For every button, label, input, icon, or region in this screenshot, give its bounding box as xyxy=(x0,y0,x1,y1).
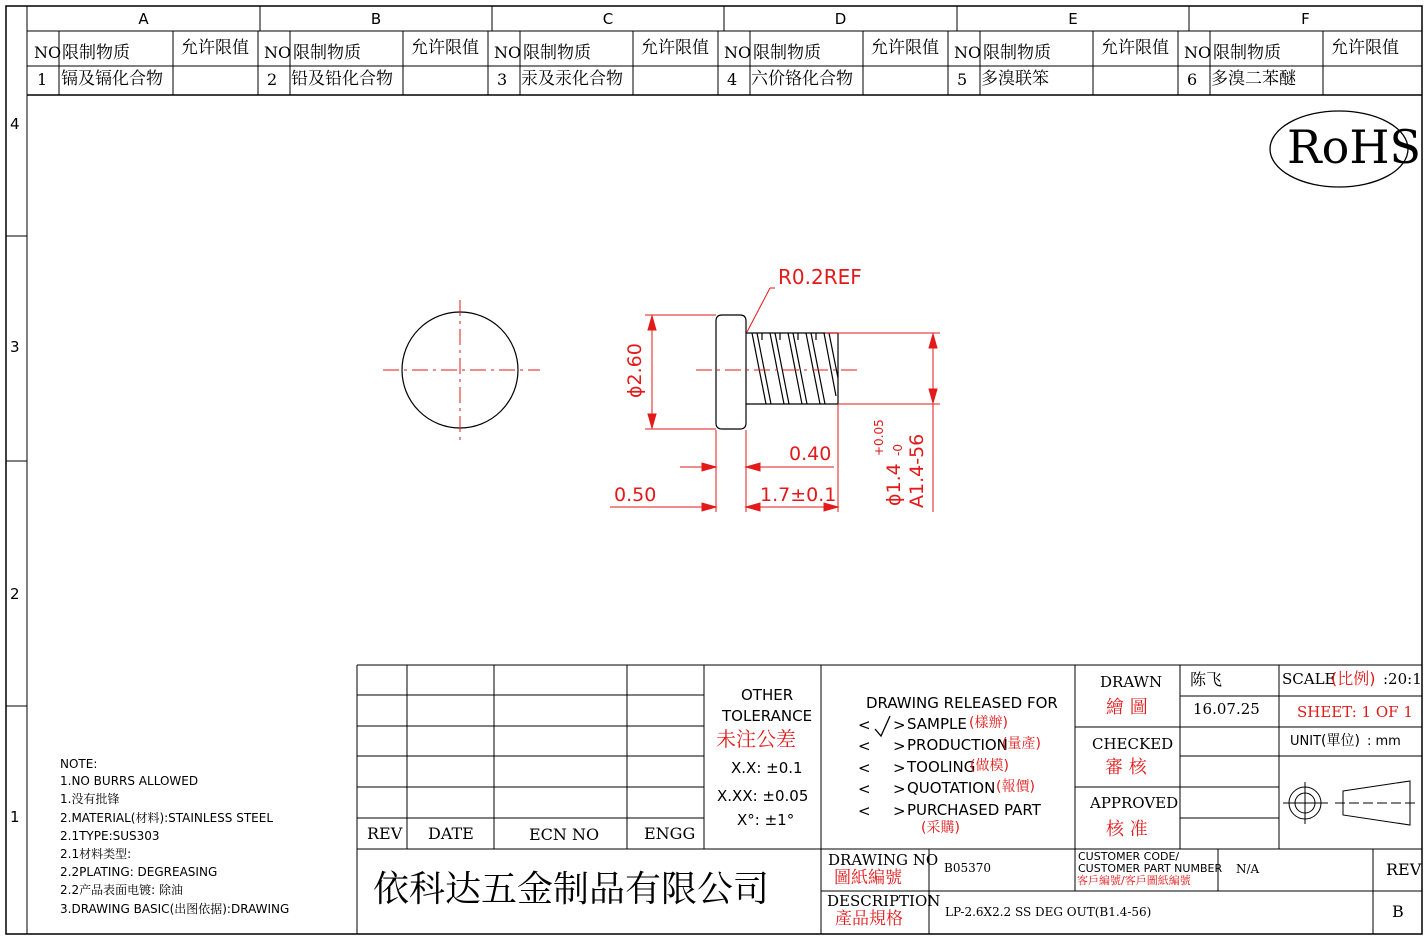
zone-col-f: F xyxy=(1301,10,1310,28)
note-line: 2.1材料类型: xyxy=(60,847,132,861)
zone-col-c: C xyxy=(602,10,614,28)
release-title: DRAWING RELEASED FOR xyxy=(866,694,1058,712)
dim-thread-tol-upper: +0.05 xyxy=(872,419,886,456)
zone-row-2: 2 xyxy=(10,585,20,603)
substance-no: 5 xyxy=(957,70,968,89)
substance-no: 4 xyxy=(727,70,738,89)
dim-gap: 0.40 xyxy=(789,443,832,465)
release-label: QUOTATION xyxy=(907,779,996,797)
drawing-no-value: B05370 xyxy=(944,861,991,875)
projection-symbol xyxy=(1283,781,1418,825)
release-bracket-right: > xyxy=(893,780,906,798)
substance-no: 6 xyxy=(1187,70,1198,89)
release-bracket-right: > xyxy=(893,759,906,777)
drawn-label-cn: 繪 圖 xyxy=(1106,697,1148,718)
note-line: 1.没有批锋 xyxy=(60,792,120,806)
tolerance-xxx: X.XX: ±0.05 xyxy=(717,787,809,805)
release-bracket-right: > xyxy=(893,716,906,734)
release-label: PURCHASED PART xyxy=(907,801,1041,819)
rev-value: B xyxy=(1392,902,1404,921)
note-line: 3.DRAWING BASIC(出图依据):DRAWING xyxy=(60,902,290,916)
sheet-field: SHEET: 1 OF 1 xyxy=(1297,703,1413,721)
ecn-header: ECN NO xyxy=(529,825,600,844)
dim-radius: R0.2REF xyxy=(778,265,862,289)
end-view xyxy=(383,300,540,440)
substance-name: 铅及铅化合物 xyxy=(291,69,393,89)
scale-label-cn: (比例) xyxy=(1331,669,1376,688)
tolerance-title-cn: 未注公差 xyxy=(716,727,796,751)
substance-no: 3 xyxy=(497,70,508,89)
substance-no: 2 xyxy=(267,70,278,89)
note-line: 2.MATERIAL(材料):STAINLESS STEEL xyxy=(60,811,274,825)
header-limit: 允许限值 xyxy=(411,38,479,58)
header-no: NO xyxy=(264,43,292,62)
header-no: NO xyxy=(494,43,522,62)
release-bracket-left: < xyxy=(858,716,871,734)
release-label-cn: (樣辦) xyxy=(969,715,1008,731)
customer-value: N/A xyxy=(1236,862,1260,876)
engg-header: ENGG xyxy=(644,824,696,843)
header-limit: 允许限值 xyxy=(1101,38,1169,58)
dim-thread-spec: A1.4-56 xyxy=(906,433,928,508)
header-limit: 允许限值 xyxy=(641,38,709,58)
rohs-label: RoHS xyxy=(1287,120,1421,174)
tolerance-xx: X.X: ±0.1 xyxy=(731,759,803,777)
dim-head-dia: ϕ2.60 xyxy=(624,343,646,398)
release-label-cn: (量產) xyxy=(1002,736,1041,752)
dim-length: 1.7±0.1 xyxy=(760,484,837,506)
unit-label: UNIT xyxy=(1290,734,1322,749)
note-line: NOTE: xyxy=(60,757,98,771)
header-substance: 限制物质 xyxy=(1213,43,1281,63)
approved-label: APPROVED xyxy=(1090,794,1179,812)
substance-name: 六价铬化合物 xyxy=(751,69,853,89)
substance-name: 多溴二苯醚 xyxy=(1211,69,1296,89)
note-line: 2.2PLATING: DEGREASING xyxy=(60,865,218,879)
rev-label: REV xyxy=(1386,860,1422,879)
release-label: TOOLING xyxy=(907,758,976,776)
zone-row-4: 4 xyxy=(10,115,20,133)
release-label-cn: (報價) xyxy=(996,779,1035,795)
release-bracket-left: < xyxy=(858,737,871,755)
release-label-cn: (做模) xyxy=(970,758,1009,774)
zone-row-1: 1 xyxy=(10,808,20,826)
date-header: DATE xyxy=(428,824,474,843)
checked-label-cn: 審 核 xyxy=(1105,757,1147,778)
drawing-no-label: DRAWING NO xyxy=(828,851,939,869)
header-no: NO xyxy=(34,43,62,62)
dim-head-thickness: 0.50 xyxy=(614,484,657,506)
release-label: SAMPLE xyxy=(907,715,967,733)
description-label: DESCRIPTION xyxy=(827,892,941,910)
note-line: 2.2产品表面电镀: 除油 xyxy=(60,883,183,897)
header-substance: 限制物质 xyxy=(293,43,361,63)
substance-name: 镉及镉化合物 xyxy=(61,69,163,89)
dim-thread-tol-lower: -0 xyxy=(891,444,905,456)
header-no: NO xyxy=(724,43,752,62)
header-substance: 限制物质 xyxy=(753,43,821,63)
header-no: NO xyxy=(954,43,982,62)
header-no: NO xyxy=(1184,43,1212,62)
customer-label-cn: 客戶編號/客戶圖紙編號 xyxy=(1077,874,1191,887)
tolerance-angle: X°: ±1° xyxy=(737,811,795,829)
scale-label: SCALE xyxy=(1282,670,1336,688)
release-bracket-right: > xyxy=(893,737,906,755)
unit-label-cn: (單位) xyxy=(1321,733,1360,749)
substance-name: 多溴联笨 xyxy=(981,69,1049,89)
header-limit: 允许限值 xyxy=(871,38,939,58)
header-substance: 限制物质 xyxy=(983,43,1051,63)
release-bracket-left: < xyxy=(858,802,871,820)
release-label-cn: (采購) xyxy=(921,820,960,836)
release-bracket-left: < xyxy=(858,759,871,777)
tolerance-title: TOLERANCE xyxy=(722,707,813,725)
tolerance-title: OTHER xyxy=(741,686,794,704)
header-limit: 允许限值 xyxy=(181,38,249,58)
header-substance: 限制物质 xyxy=(523,43,591,63)
drawn-label: DRAWN xyxy=(1100,673,1163,691)
header-limit: 允许限值 xyxy=(1331,38,1399,58)
substance-no: 1 xyxy=(37,70,48,89)
header-substance: 限制物质 xyxy=(62,43,130,63)
dim-thread-dia: ϕ1.4 xyxy=(883,463,905,506)
zone-col-d: D xyxy=(834,10,847,28)
zone-row-3: 3 xyxy=(10,338,20,356)
zone-col-b: B xyxy=(370,10,382,28)
side-view xyxy=(716,315,838,429)
note-line: 1.NO BURRS ALLOWED xyxy=(60,774,199,788)
drawn-date: 16.07.25 xyxy=(1193,700,1260,718)
zone-col-a: A xyxy=(138,10,149,28)
customer-label: CUSTOMER PART NUMBER xyxy=(1078,862,1223,875)
drawing-no-label-cn: 圖紙編號 xyxy=(834,868,902,888)
approved-label-cn: 核 准 xyxy=(1106,819,1148,840)
customer-label: CUSTOMER CODE/ xyxy=(1078,850,1180,863)
release-bracket-left: < xyxy=(858,780,871,798)
scale-value: :20:1 xyxy=(1383,670,1422,688)
check-icon xyxy=(875,716,890,736)
checked-label: CHECKED xyxy=(1092,735,1174,753)
unit-value: : mm xyxy=(1367,734,1401,749)
company-name: 依科达五金制品有限公司 xyxy=(373,869,770,910)
release-bracket-right: > xyxy=(893,802,906,820)
zone-col-e: E xyxy=(1068,10,1078,28)
description-label-cn: 產品規格 xyxy=(835,909,903,929)
substance-name: 汞及汞化合物 xyxy=(521,69,623,89)
note-line: 2.1TYPE:SUS303 xyxy=(60,829,160,843)
rev-header: REV xyxy=(367,824,403,843)
release-label: PRODUCTION xyxy=(907,736,1008,754)
drawn-name: 陈飞 xyxy=(1190,670,1223,689)
description-value: LP-2.6X2.2 SS DEG OUT(B1.4-56) xyxy=(945,905,1152,919)
